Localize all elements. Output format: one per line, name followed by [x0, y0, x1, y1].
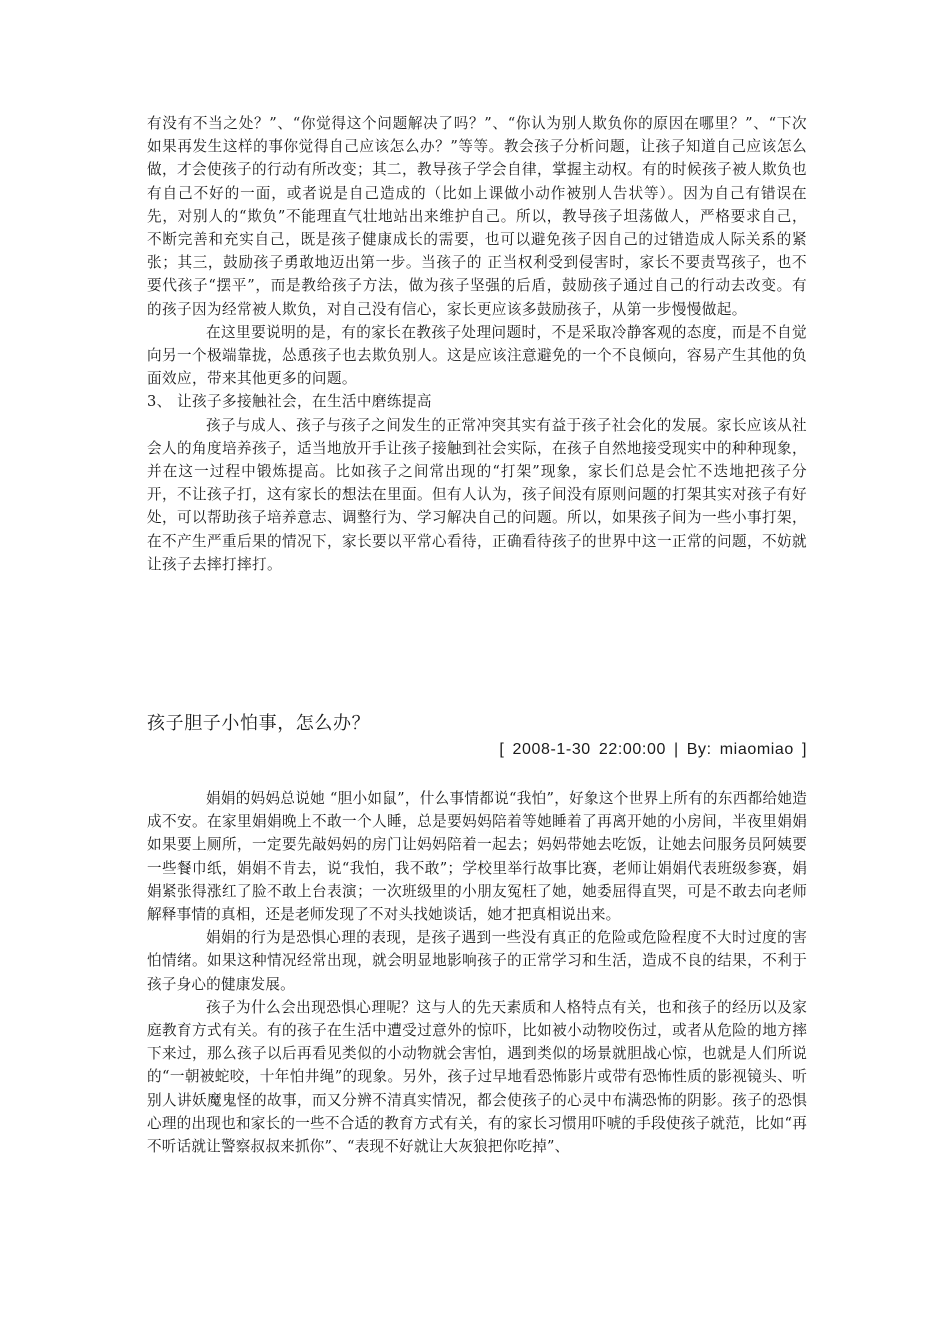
body-paragraph: 娟娟的行为是恐惧心理的表现，是孩子遇到一些没有真正的危险或危险程度不大时过度的害怕情绪。如果这种情况经常出现，就会明显地影响孩子的正常学习和生活，造成不良的结果，不利于孩子身心的健康发展。 [147, 929, 807, 993]
item-number: 3、 [147, 393, 172, 411]
article-body [147, 787, 807, 1158]
body-paragraph: 孩子为什么会出现恐惧心理呢？这与人的先天素质和人格特点有关，也和孩子的经历以及家庭教育方式有关。有的孩子在生活中遭受过意外的惊吓，比如被小动物咬伤过，或者从危险的地方摔下来过，那么孩子以后再看见类似的小动物就会害怕，遇到类似的场景就胆战心惊，也就是人们所说的“一朝被蛇咬，十年怕井绳”的现象。另外，孩子过早地看恐怖影片或带有恐怖性质的影视镜头、听别人讲妖魔鬼怪的故事，而又分辨不清真实情况，都会使孩子的心灵中布满恐怖的阴影。孩子的恐惧心理的出现也和家长的一些不合适的教育方式有关，有的家长习惯用吓唬的手段使孩子就范，比如“再不听话就让警察叔叔来抓你”、“表现不好就让大灰狼把你吃掉”、 [147, 998, 807, 1156]
body-paragraph: 娟娟的妈妈总说她 “胆小如鼠”，什么事情都说“我怕”，好象这个世界上所有的东西都给她造成不安。在家里娟娟晚上不敢一个人睡，总是要妈妈陪着等她睡着了再离开她的小房间，半夜里娟娟如果要上厕所，一定要先敲妈妈的房门让妈妈陪着一起去；妈妈带她去吃饭，让她去问服务员阿姨要一些餐巾纸，娟娟不肯去，说“我怕，我不敢”；学校里举行故事比赛，老师让娟娟代表班级参赛，娟娟紧张得涨红了脸不敢上台表演；一次班级里的小朋友冤枉了她，她委屈得直哭，可是不敢去向老师解释事情的真相，还是老师发现了不对头找她谈话，她才把真相说出来。 [147, 790, 807, 924]
item-heading-text: 让孩子多接触社会，在生活中磨练提高 [177, 393, 432, 411]
body-paragraph: 孩子与成人、孩子与孩子之间发生的正常冲突其实有益于孩子社会化的发展。家长应该从社会人的角度培养孩子，适当地放开手让孩子接触到社会实际，在孩子自然地接受现实中的种种现象，并在这一过程中锻炼提高。比如孩子之间常出现的“打架”现象，家长们总是会忙不迭地把孩子分开，不让孩子打，这有家长的想法在里面。但有人认为，孩子间没有原则问题的打架其实对孩子有好处，可以帮助孩子培养意志、调整行为、学习解决自己的问题。所以，如果孩子间为一些小事打架，在不产生严重后果的情况下，家长要以平常心看待，正确看待孩子的世界中这一正常的问题，不妨就让孩子去摔打摔打。 [147, 416, 807, 573]
article-title: 孩子胆子小怕事，怎么办？ [147, 713, 371, 734]
body-paragraph: 在这里要说明的是，有的家长在教孩子处理问题时，不是采取冷静客观的态度，而是不自觉向另一个极端靠拢，怂恿孩子也去欺负别人。这是应该注意避免的一个不良倾向，容易产生其他的负面效应，带来其他更多的问题。 [147, 323, 807, 388]
body-paragraph: 有没有不当之处？”、“你觉得这个问题解决了吗？”、“你认为别人欺负你的原因在哪里？”、“下次如果再发生这样的事你觉得自己应该怎么办？”等等。教会孩子分析问题，让孩子知道自己应该怎么做，才会使孩子的行动有所改变；其二，教导孩子学会自律，掌握主动权。有的时候孩子被人欺负也有自己不好的一面，或者说是自己造成的（比如上课做小动作被别人告状等）。因为自己有错误在先，对别人的“欺负”不能理直气壮地站出来维护自己。所以，教导孩子坦荡做人，严格要求自己，不断完善和充实自己，既是孩子健康成长的需要，也可以避免孩子因自己的过错造成人际关系的紧张；其三，鼓励孩子勇敢地迈出第一步。当孩子的 正当权利受到侵害时，家长不要责骂孩子，也不要代孩子“摆平”，而是教给孩子方法，做为孩子坚强的后盾，鼓励孩子通过自己的行动去改变。有的孩子因为经常被人欺负，对自己没有信心，家长更应该多鼓励孩子，从第一步慢慢做起。 [147, 115, 807, 318]
continued-section [147, 112, 807, 576]
article-meta: [ 2008-1-30 22:00:00 | By: miaomiao ] [499, 741, 807, 758]
numbered-heading [147, 390, 807, 413]
